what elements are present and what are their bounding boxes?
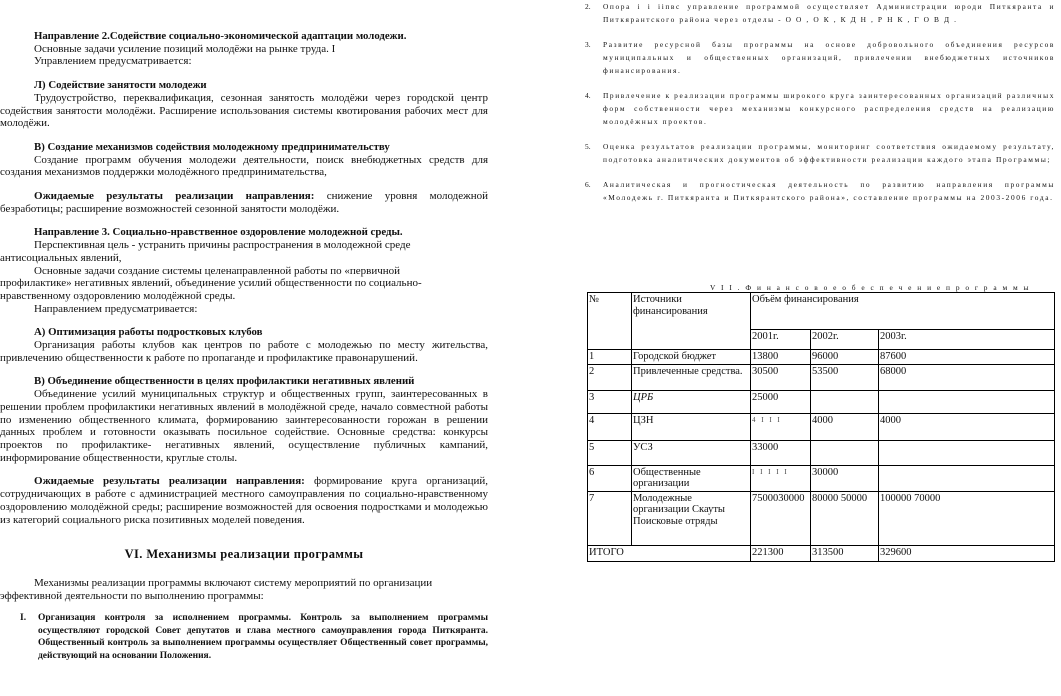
header-year-2001: 2001г.	[751, 330, 811, 350]
expected-results-2-text	[0, 475, 488, 526]
subsection-a1	[0, 79, 488, 130]
row-2002: 80000 50000	[811, 491, 879, 545]
section-6-intro: Механизмы реализации программы включают систему мероприятий по организации эффективной деятельности по выполнению программы:	[0, 576, 433, 602]
row-source: УСЗ	[632, 440, 751, 465]
subsection-b1	[0, 141, 488, 179]
row-2001: I I I I I	[751, 465, 811, 491]
row-source: Молодежные организации Скауты Поисковые отряды	[632, 491, 751, 545]
row-2002: 53500	[811, 364, 879, 390]
expected-results-1-label: Ожидаемые результаты реализации направления:	[34, 190, 315, 203]
row-2002: 30000	[811, 465, 879, 491]
row-2003: 87600	[879, 350, 1055, 365]
subsection-b1-title: В) Создание механизмов содействия молодежному предпринимательству	[34, 140, 390, 153]
row-2003: 68000	[879, 364, 1055, 390]
subsection-a1-text: Трудоустройство, переквалификация, сезонная занятость молодёжи через городской центр содействия занятости молодёжи. Расширение использования системы квотирования рабочих мест для молодёжи.	[0, 91, 488, 130]
right-column	[585, 0, 1055, 216]
table-row	[588, 350, 1055, 365]
mechanism-item-6-text: Аналитическая и прогностическая деятельность по развитию направления программы «Молодежь г. Питкяранта и Питкярантского района», составление программы на 2003-2006 года.	[603, 180, 1055, 202]
subsection-b2-title: В) Объединение общественности в целях профилактики негативных явлений	[34, 375, 415, 388]
mechanism-item-4	[585, 89, 1055, 128]
row-number: 3	[588, 390, 632, 413]
row-2001: 30500	[751, 364, 811, 390]
row-2002	[811, 440, 879, 465]
expected-results-2-body: формирование круга организаций, сотрудничающих в работе с администрацией местного самоуправления по социально-нравственному оздоровлению молодёжной среды; расширение возможностей для освоения подростками и молодежью из категорий социального риска позитивных моделей поведения.	[0, 475, 488, 526]
header-number: №	[588, 293, 632, 350]
direction-2-provides: Управлением предусматривается:	[34, 55, 192, 68]
subsection-a2-title: А) Оптимизация работы подростковых клубов	[34, 326, 263, 339]
subsection-a1-title: Л) Содействие занятости молодежи	[34, 79, 207, 92]
header-year-2003: 2003г.	[879, 330, 1055, 350]
mechanism-item-2-text: Опора і і ііпвс управление программой осуществляет Администрации юроди Питкяранта и Питкярантского района через отделы - О О , О К , К Д Н , Р Н К , Г О В Д .	[603, 2, 1055, 24]
direction-3-title: Направление 3. Социально-нравственное оздоровление молодежной среды.	[34, 226, 403, 239]
total-2002: 313500	[811, 545, 879, 561]
mechanism-item-6	[585, 178, 1055, 204]
direction-3-provides: Направлением предусматривается:	[34, 302, 198, 315]
row-number: 4	[588, 413, 632, 440]
mechanism-item-4-text: Привлечение к реализации программы широкого круга заинтересованных организаций различных форм собственности через механизмы конкурсного распределения средств на реализацию молодёжных проектов.	[603, 91, 1055, 126]
mechanism-item-3-text: Развитие ресурсной базы программы на основе добровольного объединения ресурсов муниципальных и общественных организаций, привлечении внебюджетных источников финансирования.	[603, 40, 1055, 75]
row-source: Привлеченные средства.	[632, 364, 751, 390]
table-row	[588, 491, 1055, 545]
direction-3	[0, 226, 488, 315]
table-row	[588, 413, 1055, 440]
row-2003: 100000 70000	[879, 491, 1055, 545]
expected-results-2	[0, 475, 488, 526]
row-number: 2	[588, 364, 632, 390]
direction-2-title: Направление 2.Содействие социально-экономической адаптации молодежи.	[34, 30, 407, 42]
row-2001: 7500030000	[751, 491, 811, 545]
expected-results-2-label: Ожидаемые результаты реализации направления:	[34, 475, 305, 488]
expected-results-1	[0, 190, 488, 215]
row-2002: 4000	[811, 413, 879, 440]
subsection-a2	[0, 326, 488, 364]
row-2001: 33000	[751, 440, 811, 465]
row-source: Городской бюджет	[632, 350, 751, 365]
mechanism-item-1-text: Организация контроля за исполнением программы. Контроль за выполнением программы осуществляют городской Совет депутатов и глава местного самоуправления города Питкяранта. Общественный контроль за выполнением программы осуществляет Общественный совет программы, действующий на основании Положения.	[38, 613, 488, 661]
financing-table	[587, 292, 1055, 562]
row-2003	[879, 440, 1055, 465]
table-row	[588, 465, 1055, 491]
subsection-b2-text: Объединение усилий муниципальных структур и общественных групп, заинтересованных в решении проблем профилактики негативных явлений в молодёжной среде, начало совместной работы по изменению общественного климата, формированию заинтересованности горожан в решении данных проблем и готовности оказывать посильное содействие. Основные средства: конкурсы проектов по профилактике- негативных явлений, осуществление публичных кампаний, информирование общественности, круглые столы.	[0, 388, 488, 464]
table-total-row	[588, 545, 1055, 561]
table-row	[588, 364, 1055, 390]
row-2001: 25000	[751, 390, 811, 413]
mechanism-item-4-number: 4.	[585, 91, 591, 100]
mechanism-item-1-number: I.	[20, 613, 27, 624]
row-number: 6	[588, 465, 632, 491]
header-source: Источники финансирования	[632, 293, 751, 350]
mechanism-item-3	[585, 38, 1055, 77]
table-row	[588, 390, 1055, 413]
row-source: ЦРБ	[632, 390, 751, 413]
mechanism-item-3-number: 3.	[585, 40, 591, 49]
row-2002	[811, 390, 879, 413]
subsection-a2-text: Организация работы клубов как центров по работе с молодежью по месту жительства, привлечению общественности к работе по пропаганде и профилактике правонарушений.	[0, 339, 488, 364]
mechanism-item-2-number: 2.	[585, 2, 591, 11]
total-label: ИТОГО	[588, 545, 751, 561]
direction-3-goal: Перспективная цель - устранить причины распространения в молодежной среде	[34, 239, 411, 252]
row-2003: 4000	[879, 413, 1055, 440]
mechanism-item-5	[585, 140, 1055, 166]
row-source: ЦЗН	[632, 413, 751, 440]
row-2001: 13800	[751, 350, 811, 365]
row-number: 1	[588, 350, 632, 365]
direction-3-goal-cont: антисоциальных явлений,	[0, 251, 122, 264]
mechanism-item-2	[585, 0, 1055, 26]
row-number: 5	[588, 440, 632, 465]
table-row	[588, 440, 1055, 465]
total-2003: 329600	[879, 545, 1055, 561]
direction-3-tasks-cont2: нравственному оздоровлению молодёжной среды.	[0, 289, 236, 302]
table-caption: V I I . Ф и н а н с о в о е о б е с п е ч е н и е п р о г р а м м ы	[710, 283, 1031, 292]
row-source: Общественные организации	[632, 465, 751, 491]
expected-results-1-text	[0, 190, 488, 215]
row-number: 7	[588, 491, 632, 545]
row-2002: 96000	[811, 350, 879, 365]
left-column	[0, 30, 488, 662]
mechanism-item-5-number: 5.	[585, 142, 591, 151]
total-2001: 221300	[751, 545, 811, 561]
row-2003	[879, 390, 1055, 413]
mechanism-item-1	[0, 612, 488, 662]
direction-3-tasks-cont1: профилактике» негативных явлений, объединение усилий общественности по социально-	[0, 277, 422, 290]
row-2001: 4 I I I	[751, 413, 811, 440]
mechanism-item-6-number: 6.	[585, 180, 591, 189]
direction-2-tasks: Основные задачи усиление позиций молодёжи на рынке труда. I	[34, 42, 336, 55]
subsection-b2	[0, 375, 488, 464]
row-2003	[879, 465, 1055, 491]
header-volume: Объём финансирования	[751, 293, 1055, 330]
section-6-title: VI. Механизмы реализации программы	[124, 547, 364, 562]
table-header-row	[588, 293, 1055, 330]
expected-results-1-body: снижение уровня молодежной безработицы; расширение возможностей сезонной занятости молодёжи.	[0, 190, 488, 215]
subsection-b1-text: Создание программ обучения молодежи деятельности, поиск внебюджетных средств для создания механизмов поддержки молодёжного предпринимательства,	[0, 153, 488, 179]
direction-2	[0, 30, 488, 68]
mechanism-item-5-text: Оценка результатов реализации программы, мониторинг соответствия ожидаемому результату, подготовка аналитических документов об эффективности реализации каждого этапа Программы;	[603, 142, 1055, 164]
direction-3-tasks: Основные задачи создание системы целенаправленной работы по «первичной	[34, 264, 401, 277]
header-year-2002: 2002г.	[811, 330, 879, 350]
